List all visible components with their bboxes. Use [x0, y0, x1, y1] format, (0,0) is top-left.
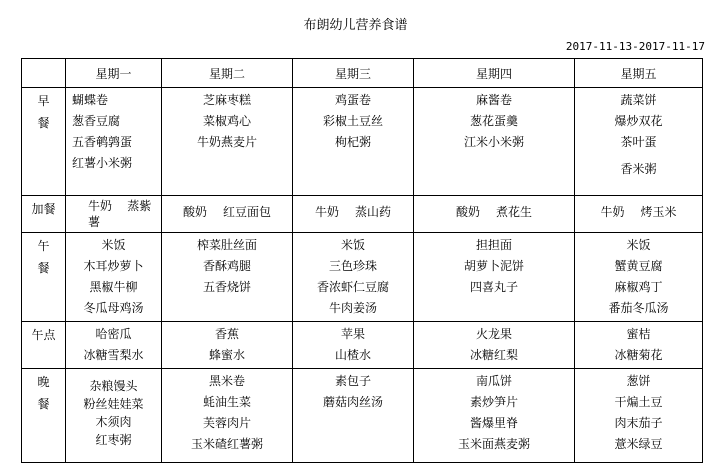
snack-pm-row: [22, 322, 703, 369]
dish: 芙蓉肉片: [202, 416, 251, 430]
lunch-wed: [293, 233, 414, 322]
dish: 素炒笋片: [469, 395, 518, 409]
dinner-row: [22, 369, 703, 463]
dish: 葱香豆腐: [72, 114, 121, 128]
dish: 南瓜饼: [475, 374, 512, 388]
dish: 胡萝卜泥饼: [463, 259, 524, 273]
dinner-label: 晚 餐: [22, 369, 66, 463]
dish: 三色珍珠: [328, 259, 377, 273]
dish: 山楂水: [334, 348, 371, 362]
dish: 蔬菜饼: [620, 93, 657, 107]
dish: 黑米卷: [208, 374, 245, 388]
dish: 黑椒牛柳: [89, 280, 138, 294]
breakfast-label: 早 餐: [22, 88, 66, 196]
day-header-fri: 星期五: [575, 59, 703, 88]
snack-am-fri: [575, 196, 703, 233]
menu-table: [21, 58, 703, 463]
breakfast-wed: [293, 88, 414, 196]
dish: 麻酱卷: [475, 93, 512, 107]
dish: 蟹黄豆腐: [614, 259, 663, 273]
dish: 五香鹌鹑蛋: [72, 135, 133, 149]
dish: 葱花蛋羹: [469, 114, 518, 128]
day-header-mon: 星期一: [66, 59, 162, 88]
lunch-row: [22, 233, 703, 322]
dish: 担担面: [475, 238, 512, 252]
header-row: [22, 59, 703, 88]
dish: 枸杞粥: [334, 135, 371, 149]
date-range: 2017-11-13-2017-11-17: [565, 40, 705, 53]
dish: 肉末茄子: [614, 416, 663, 430]
dish: 米饭: [101, 238, 126, 252]
dish: 烤玉米: [640, 205, 677, 219]
dish: 麻椒鸡丁: [614, 280, 663, 294]
snack-pm-label: 午点: [22, 322, 66, 369]
dish: 鸡蛋卷: [334, 93, 371, 107]
dish: 粉丝娃娃菜: [83, 397, 144, 411]
dish: 蜜桔: [626, 327, 651, 341]
dish: 红枣粥: [95, 433, 132, 447]
snack-pm-tue: [162, 322, 293, 369]
lunch-thu: [414, 233, 575, 322]
dinner-mon: [66, 369, 162, 463]
lunch-fri: [575, 233, 703, 322]
dish: 五香烧饼: [202, 280, 251, 294]
dinner-tue: [162, 369, 293, 463]
dish: 牛奶: [88, 199, 113, 213]
dish: 玉米面燕麦粥: [457, 437, 530, 451]
dish: 牛奶: [600, 205, 625, 219]
lunch-tue: [162, 233, 293, 322]
dish: 薏米绿豆: [614, 437, 663, 451]
lunch-label: 午 餐: [22, 233, 66, 322]
dish: 牛肉姜汤: [328, 301, 377, 315]
dish: 玉米碴红薯粥: [190, 437, 263, 451]
day-header-wed: 星期三: [293, 59, 414, 88]
snack-pm-fri: [575, 322, 703, 369]
day-header-tue: 星期二: [162, 59, 293, 88]
dish: 冰糖雪梨水: [83, 348, 144, 362]
breakfast-mon: [66, 88, 162, 196]
dish: 番茄冬瓜汤: [608, 301, 669, 315]
dish: 冰糖菊花: [614, 348, 663, 362]
dish: 牛奶: [314, 205, 339, 219]
dish: 酱爆里脊: [469, 416, 518, 430]
dish: 香蕉: [214, 327, 239, 341]
lunch-mon: [66, 233, 162, 322]
dish: 江米小米粥: [463, 135, 524, 149]
dish: 蒸紫薯: [88, 199, 152, 229]
dish: 酸奶: [182, 205, 207, 219]
dish: 杂粮馒头: [89, 379, 138, 393]
dish: 红豆面包: [223, 205, 272, 219]
breakfast-fri: [575, 88, 703, 196]
dish: 木耳炒萝卜: [83, 259, 144, 273]
dish: 香酥鸡腿: [202, 259, 251, 273]
dish: 蘑菇肉丝汤: [322, 395, 383, 409]
dish: 芝麻枣糕: [202, 93, 251, 107]
dish: 哈密瓜: [95, 327, 132, 341]
dish: 蚝油生菜: [202, 395, 251, 409]
breakfast-tue: [162, 88, 293, 196]
dish: 爆炒双花: [614, 114, 663, 128]
dish: 牛奶燕麦片: [196, 135, 257, 149]
day-header-thu: 星期四: [414, 59, 575, 88]
breakfast-thu: [414, 88, 575, 196]
dish: 苹果: [340, 327, 365, 341]
dish: 冰糖红梨: [469, 348, 518, 362]
dish: 木须肉: [95, 415, 132, 429]
snack-am-tue: [162, 196, 293, 233]
snack-am-row: [22, 196, 703, 233]
corner-cell: [22, 59, 66, 88]
dish: 火龙果: [475, 327, 512, 341]
dinner-fri: [575, 369, 703, 463]
dish: 素包子: [334, 374, 371, 388]
dish: 冬瓜母鸡汤: [83, 301, 144, 315]
dish: 葱饼: [626, 374, 651, 388]
dish: 榨菜肚丝面: [196, 238, 257, 252]
snack-pm-wed: [293, 322, 414, 369]
dish: 酸奶: [455, 205, 480, 219]
dish: 米饭: [340, 238, 365, 252]
dish: 干煸土豆: [614, 395, 663, 409]
page-title: 布朗幼儿营养食谱: [303, 18, 408, 33]
snack-am-wed: [293, 196, 414, 233]
dish: 蒸山药: [355, 205, 392, 219]
snack-am-mon: [66, 196, 162, 233]
dish: 四喜丸子: [469, 280, 518, 294]
snack-pm-mon: [66, 322, 162, 369]
dish: 香浓虾仁豆腐: [316, 280, 389, 294]
dish: 香米粥: [620, 162, 657, 176]
dish: 茶叶蛋: [620, 135, 657, 149]
dish: 彩椒土豆丝: [322, 114, 383, 128]
dinner-wed: [293, 369, 414, 463]
dish: 米饭: [626, 238, 651, 252]
breakfast-row: [22, 88, 703, 196]
dish: 蜂蜜水: [208, 348, 245, 362]
snack-am-thu: [414, 196, 575, 233]
snack-am-label: 加餐: [22, 196, 66, 233]
dish: 红薯小米粥: [72, 156, 133, 170]
dish: 煮花生: [496, 205, 533, 219]
dish: 菜椒鸡心: [202, 114, 251, 128]
dish: 蝴蝶卷: [72, 93, 109, 107]
snack-pm-thu: [414, 322, 575, 369]
dinner-thu: [414, 369, 575, 463]
